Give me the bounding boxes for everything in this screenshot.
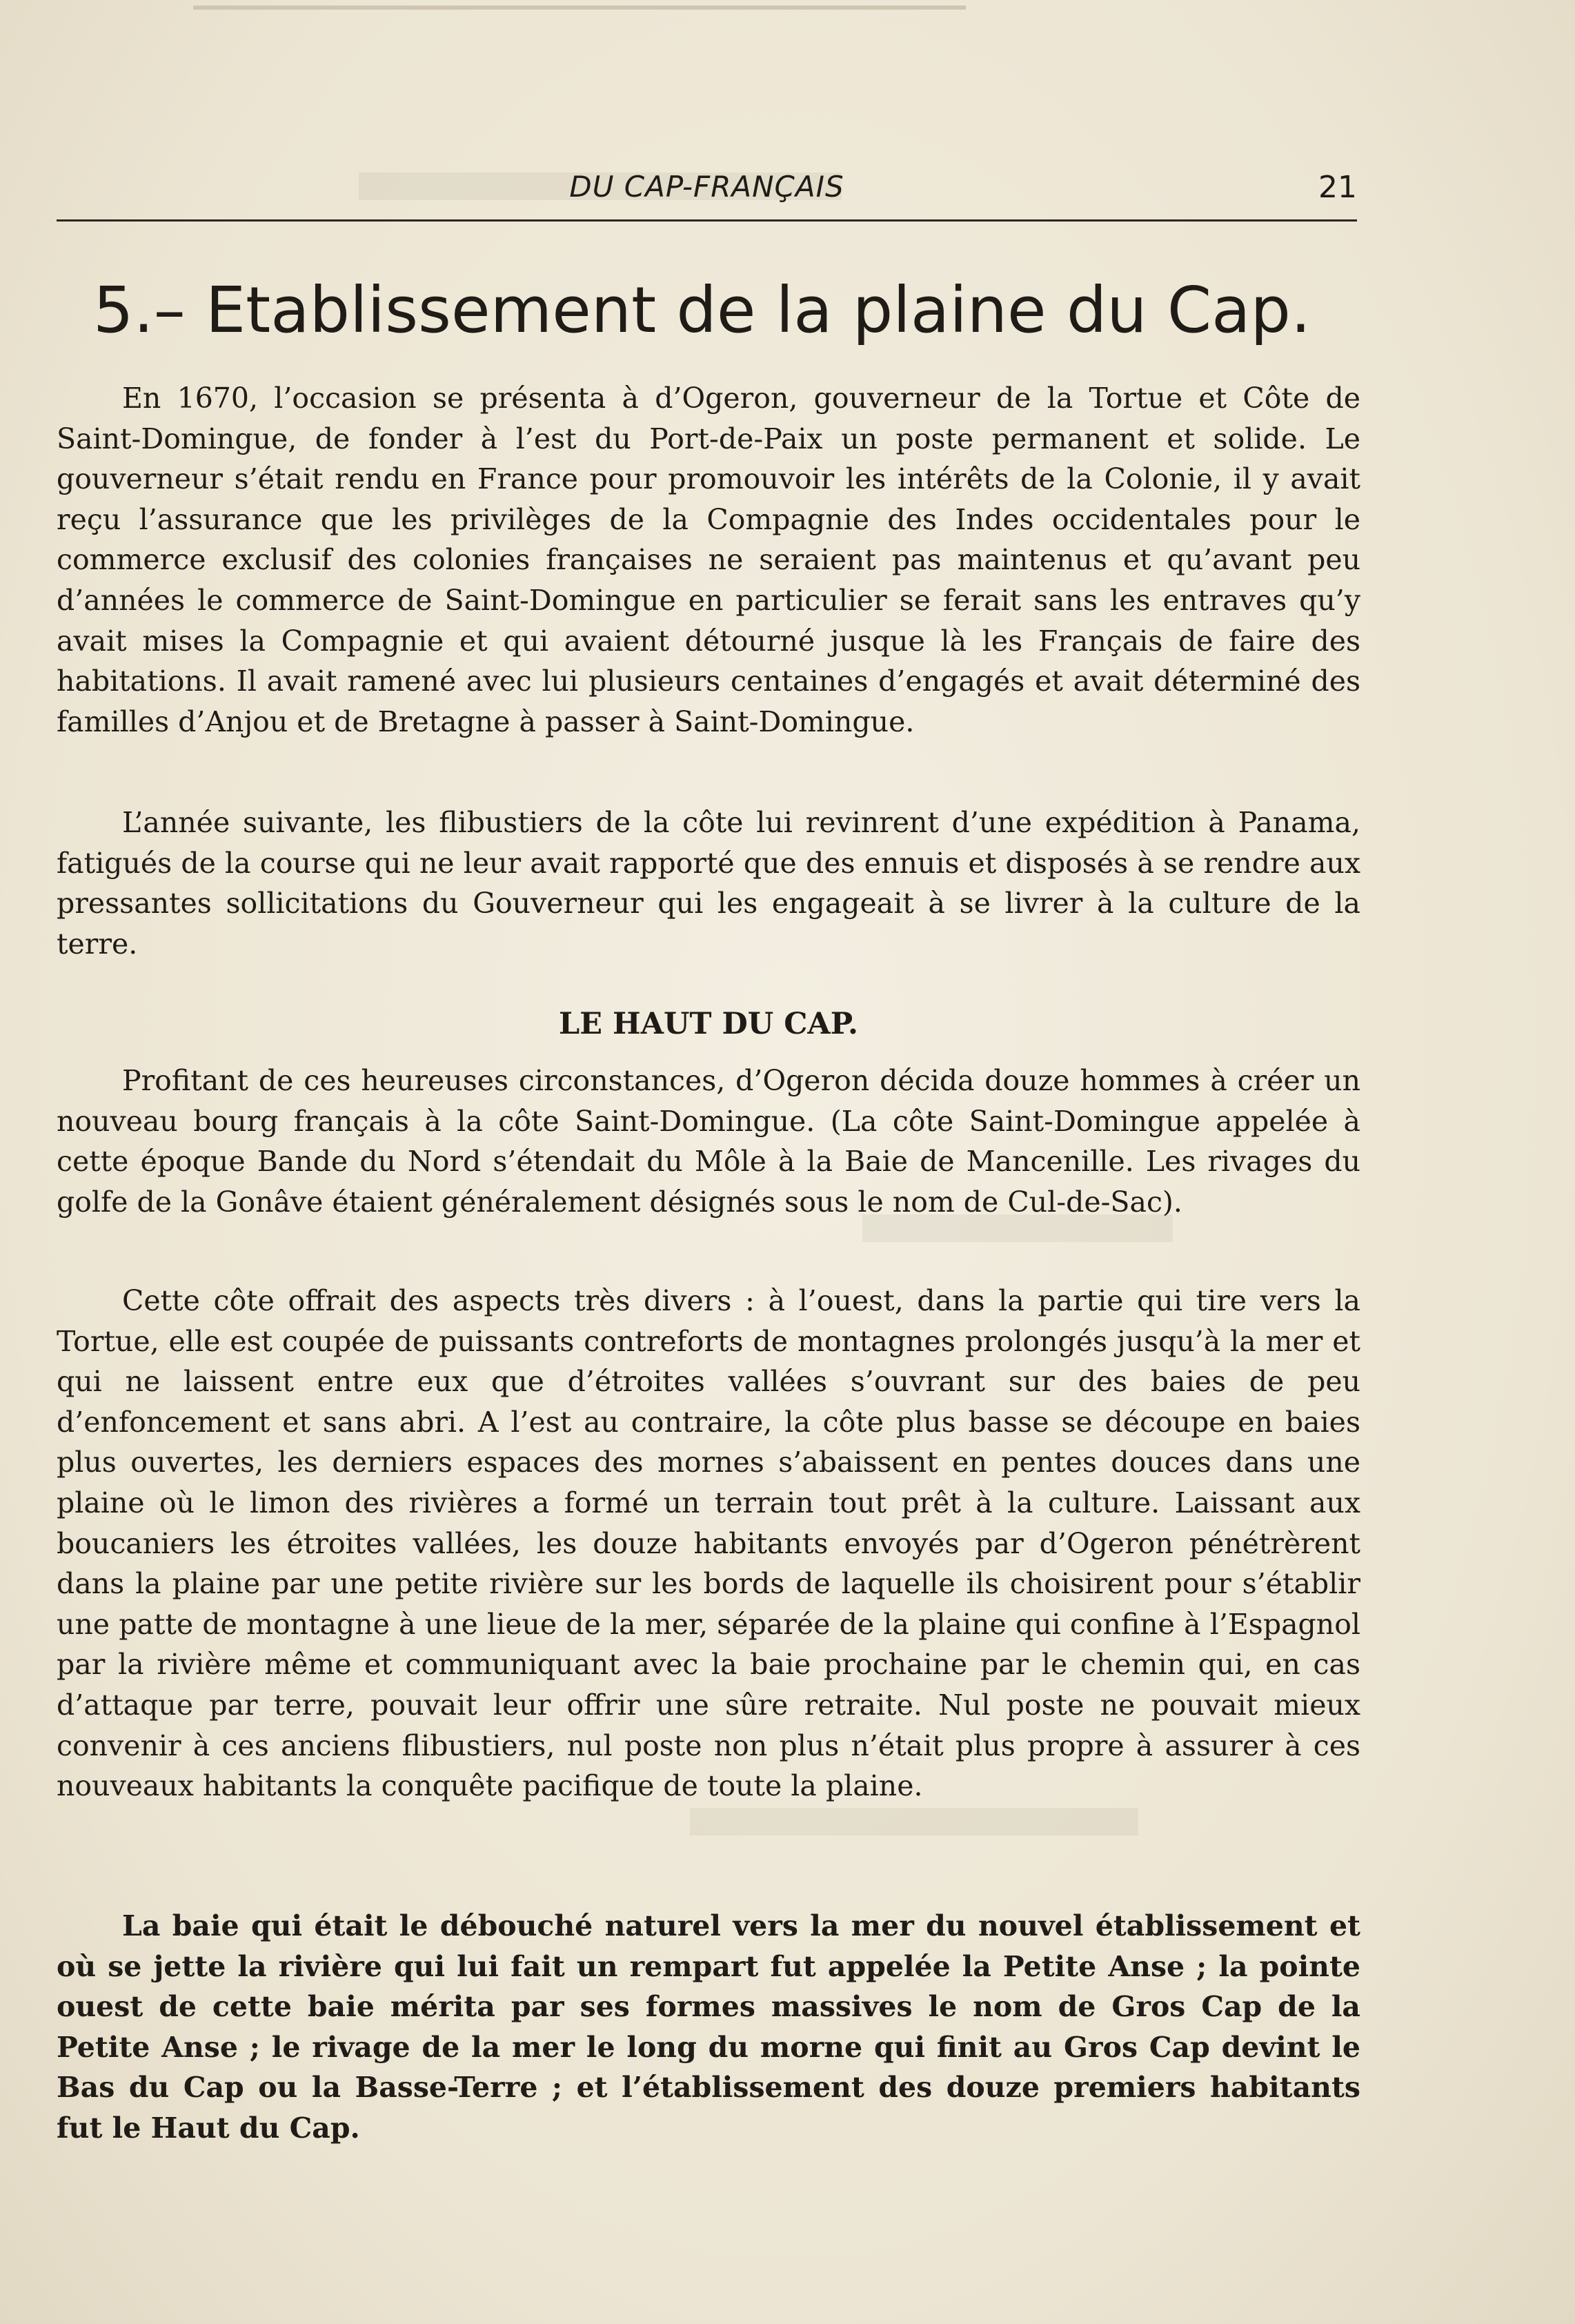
running-title: DU CAP-FRANÇAIS — [569, 170, 844, 204]
chapter-title: 5.– Etablissement de la plaine du Cap. — [93, 273, 1311, 347]
header-rule — [57, 219, 1357, 221]
paragraph-3: Profitant de ces heureuses circonstances, d’Ogeron décida douze hommes à créer un nouveau bourg français à la côte Saint-Domingue. (La côte Saint-Domingue appelée à cette époque Bande du Nord s’étendait du Môle à la Baie de Mancenille. Les rivages du golfe de la Gonâve étaient généralement désignés sous le nom de Cul-de-Sac). — [57, 1064, 1360, 1219]
paragraph-4: Cette côte offrait des aspects très divers : à l’ouest, dans la partie qui tire vers la Tortue, elle est coupée de puissants contreforts de montagnes prolongés jusqu’à la mer et qui ne laissent entre eux que d’étroites vallées s’ouvrant sur des baies de peu d’enfoncement et sans abri. A l’est au contraire, la côte plus basse se découpe en baies plus ouvertes, les derniers espaces des mornes s’abaissent en pentes douces dans une plaine où le limon des rivières a formé un terrain tout prêt à la culture. Laissant aux boucaniers les étroites vallées, les douze habitants envoyés par d’Ogeron pénétrèrent dans la plaine par une petite rivière sur les bords de laquelle ils choisirent pour s’établir une patte de montagne à une lieue de la mer, séparée de la plaine qui confine à l’Espagnol par la rivière même et communiquant avec la baie prochaine par le chemin qui, en cas d’attaque par terre, pouvait leur offrir une sûre retraite. Nul poste ne pouvait mieux convenir à ces anciens flibustiers, nul poste non plus n’était plus propre à assurer à ces nouveaux habitants la conquête pacifique de toute la plaine. — [57, 1284, 1360, 1803]
paragraph-5: La baie qui était le débouché naturel vers la mer du nouvel établissement et où se jette la rivière qui lui fait un rempart fut appelée la Petite Anse ; la pointe ouest de cette baie mérita par ses formes massives le nom de Gros Cap de la Petite Anse ; le rivage de la mer le long du morne qui finit au Gros Cap devint le Bas du Cap ou la Basse-Terre ; et l’établissement des douze premiers habitants fut le Haut du Cap. — [57, 1909, 1360, 2145]
section-heading: LE HAUT DU CAP. — [559, 1007, 858, 1041]
show-through-shadow — [690, 1808, 1138, 1835]
paragraph-2: L’année suivante, les flibustiers de la côte lui revinrent d’une expédition à Panama, fatigués de la course qui ne leur avait rapporté que des ennuis et disposés à se rendre aux pressantes sollicitations du Gouverneur qui les engageait à se livrer à la culture de la terre. — [57, 806, 1360, 961]
page-number: 21 — [1318, 170, 1357, 205]
page-top-edge — [193, 6, 966, 10]
paragraph-1: En 1670, l’occasion se présenta à d’Ogeron, gouverneur de la Tortue et Côte de Saint-Domingue, de fonder à l’est du Port-de-Paix un poste permanent et solide. Le gouverneur s’était rendu en France pour promouvoir les intérêts de la Colonie, il y avait reçu l’assurance que les privilèges de la Compagnie des Indes occidentales pour le commerce exclusif des colonies françaises ne seraient pas maintenus et qu’avant peu d’années le commerce de Saint-Domingue en particulier se ferait sans les entraves qu’y avait mises la Compagnie et qui avaient détourné jusque là les Français de faire des habitations. Il avait ramené avec lui plusieurs centaines d’engagés et avait déterminé des familles d’Anjou et de Bretagne à passer à Saint-Domingue. — [57, 382, 1360, 738]
running-header — [57, 163, 1357, 211]
